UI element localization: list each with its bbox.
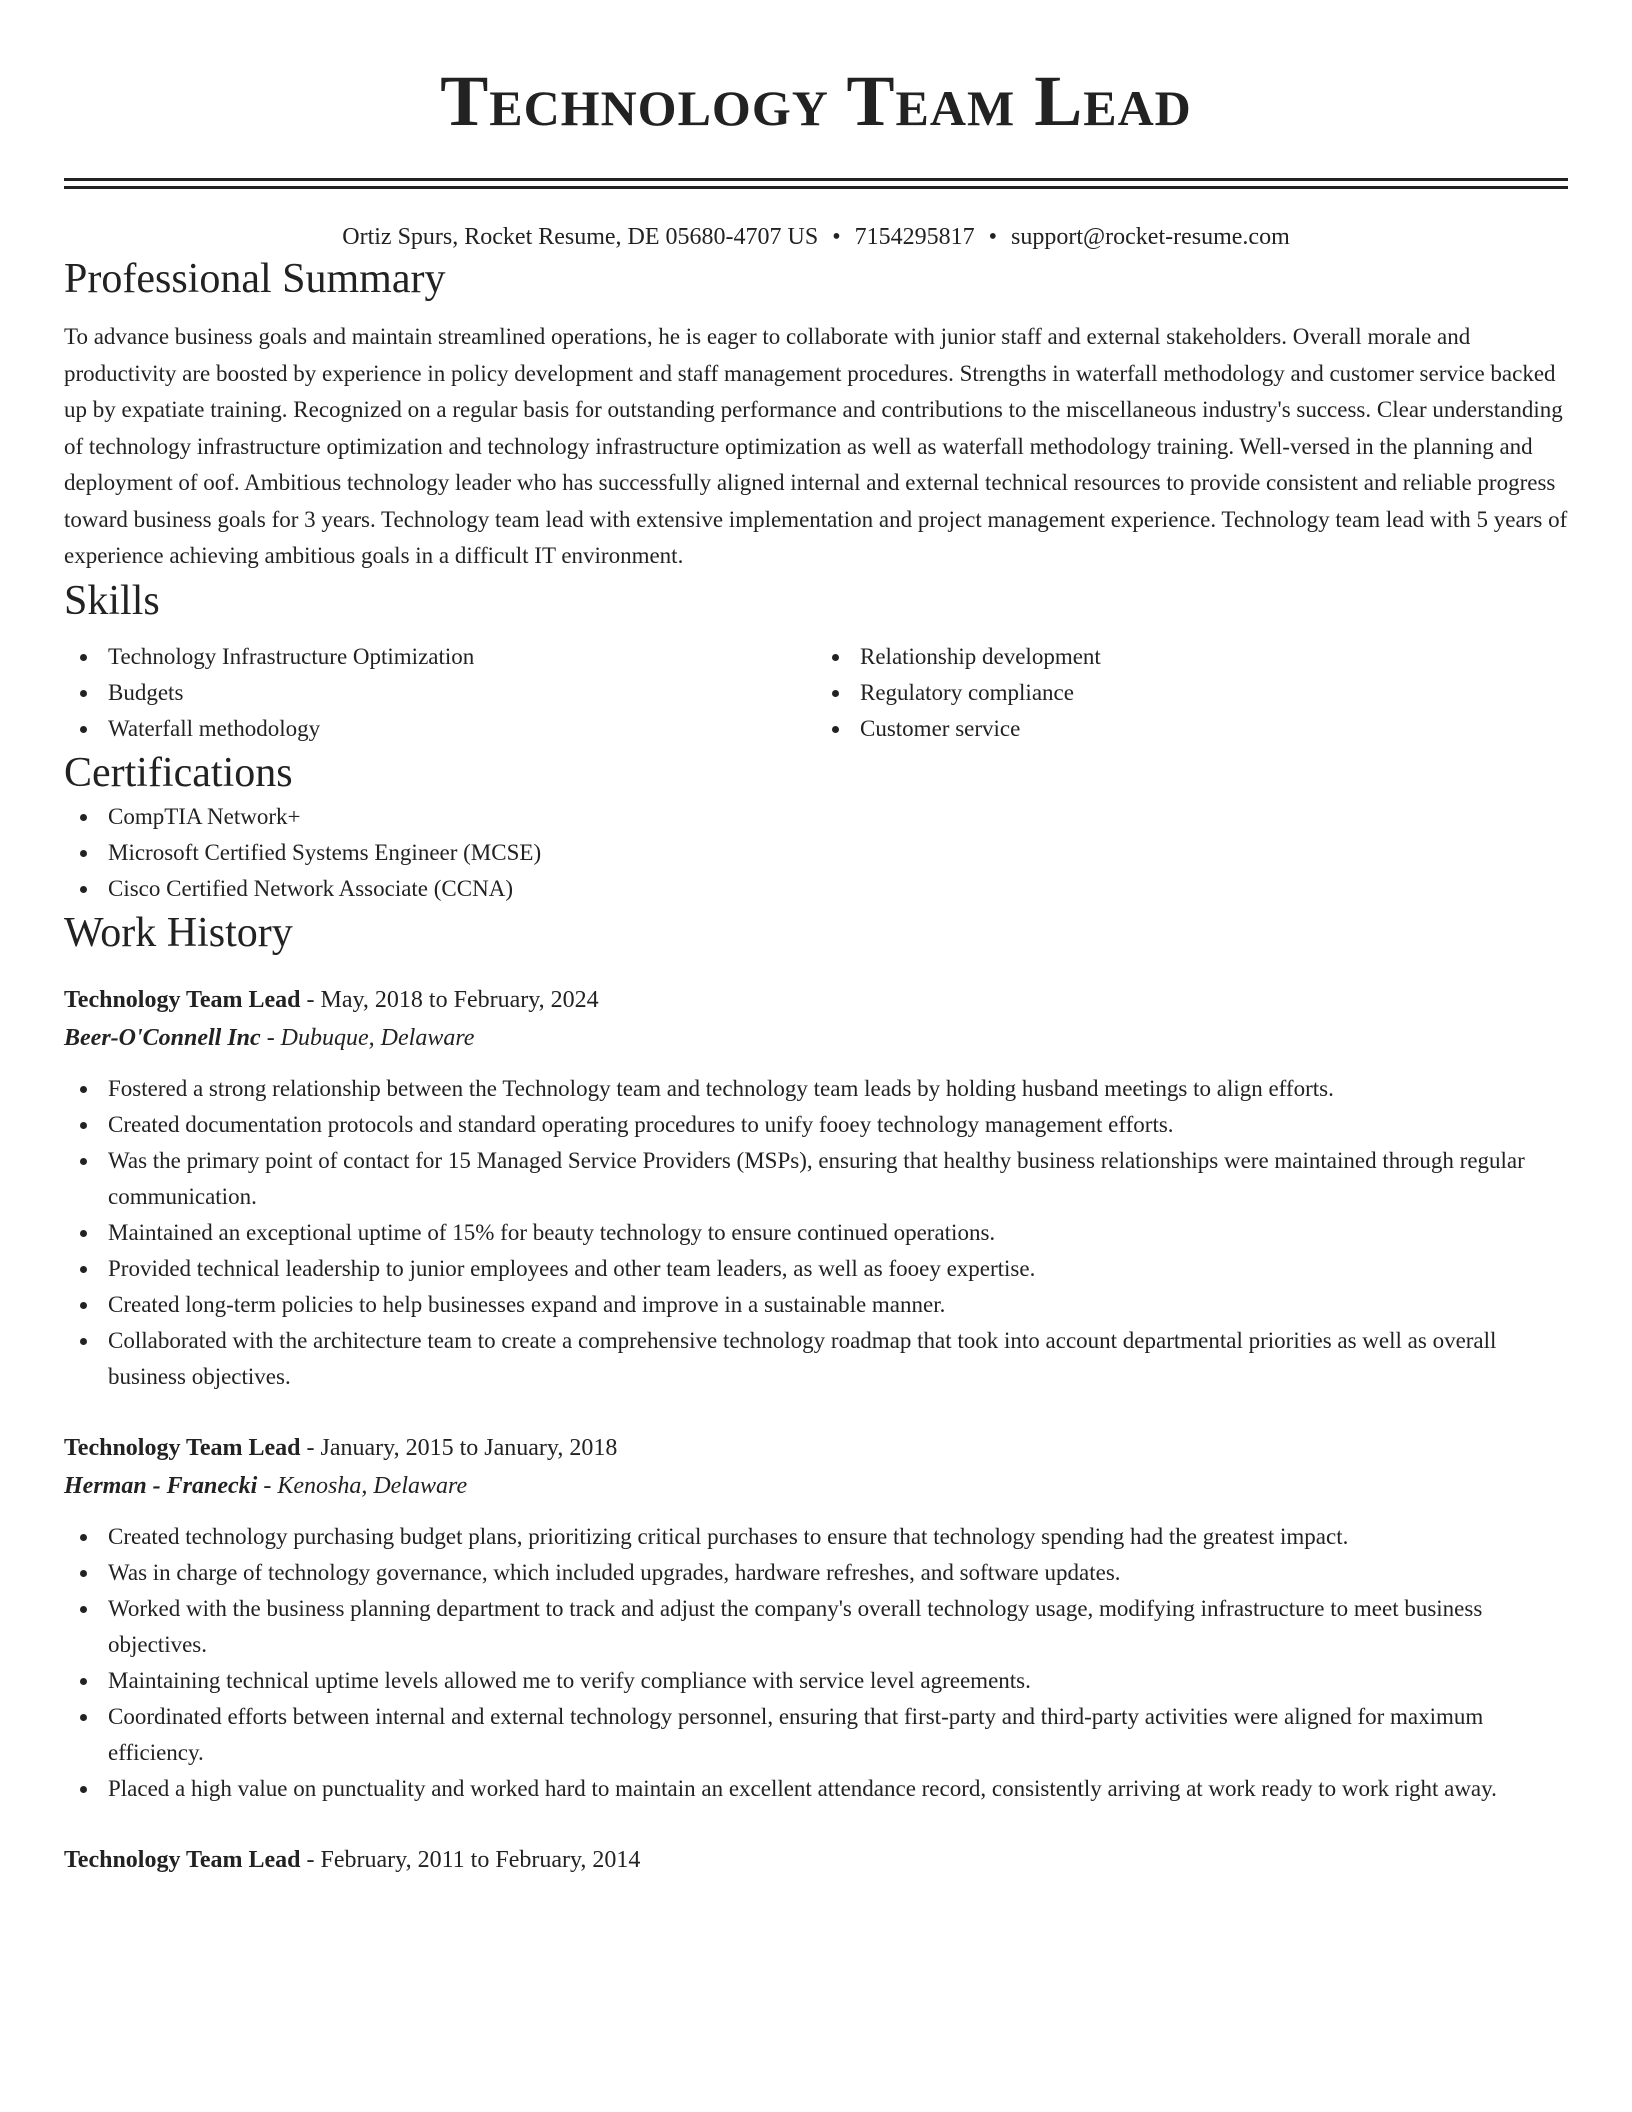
job-bullets bbox=[64, 1071, 1568, 1395]
certification-item: Microsoft Certified Systems Engineer (MCSE) bbox=[64, 835, 1568, 871]
job-dates: - January, 2015 to January, 2018 bbox=[300, 1434, 618, 1461]
bullet-icon bbox=[80, 1338, 87, 1345]
job-bullet: Created long-term policies to help businesses expand and improve in a sustainable manner. bbox=[64, 1287, 1568, 1323]
job-title-line bbox=[64, 1429, 1568, 1467]
work-history-heading: Work History bbox=[64, 909, 293, 956]
certifications-list bbox=[64, 799, 1568, 907]
job-role: Technology Team Lead bbox=[64, 986, 301, 1013]
job-entry bbox=[64, 1429, 1568, 1807]
bullet-icon bbox=[80, 1534, 87, 1541]
contact-line bbox=[64, 221, 1568, 253]
job-bullet: Fostered a strong relationship between the Technology team and technology team leads by holding husband meetings to align efforts. bbox=[64, 1071, 1568, 1107]
job-bullet: Coordinated efforts between internal and external technology personnel, ensuring that first-party and third-party activities were aligned for maximum efficiency. bbox=[64, 1699, 1568, 1771]
job-dates: - May, 2018 to February, 2024 bbox=[300, 986, 599, 1013]
skill-item: Customer service bbox=[816, 711, 1568, 747]
skill-item: Regulatory compliance bbox=[816, 675, 1568, 711]
bullet-icon bbox=[80, 814, 87, 821]
contact-email: support@rocket-resume.com bbox=[1011, 224, 1290, 250]
bullet-icon bbox=[80, 1158, 87, 1165]
resume-name: Technology Team Lead bbox=[440, 61, 1192, 141]
job-bullet: Provided technical leadership to junior employees and other team leaders, as well as fooey expertise. bbox=[64, 1251, 1568, 1287]
job-bullet: Maintained an exceptional uptime of 15% for beauty technology to ensure continued operations. bbox=[64, 1215, 1568, 1251]
certifications-heading: Certifications bbox=[64, 749, 293, 796]
job-bullet: Maintaining technical uptime levels allowed me to verify compliance with service level agreements. bbox=[64, 1663, 1568, 1699]
bullet-icon bbox=[80, 1606, 87, 1613]
job-title-line bbox=[64, 1841, 1568, 1879]
certification-item: Cisco Certified Network Associate (CCNA) bbox=[64, 871, 1568, 907]
job-company-line bbox=[64, 1019, 1568, 1057]
job-role: Technology Team Lead bbox=[64, 1846, 301, 1873]
bullet-icon bbox=[832, 726, 839, 733]
skills-column-left bbox=[64, 639, 816, 747]
skill-item: Budgets bbox=[64, 675, 816, 711]
certification-item: CompTIA Network+ bbox=[64, 799, 1568, 835]
bullet-icon bbox=[80, 1302, 87, 1309]
bullet-icon bbox=[80, 1122, 87, 1129]
contact-address: Ortiz Spurs, Rocket Resume, DE 05680-4707 US bbox=[342, 224, 819, 250]
contact-separator: • bbox=[832, 224, 841, 250]
header-divider bbox=[64, 178, 1568, 189]
job-entry bbox=[64, 1841, 1568, 1879]
skills-list bbox=[64, 639, 1568, 747]
skills-column-right bbox=[816, 639, 1568, 747]
bullet-icon bbox=[80, 850, 87, 857]
bullet-icon bbox=[832, 654, 839, 661]
bullet-icon bbox=[80, 1678, 87, 1685]
skill-item: Technology Infrastructure Optimization bbox=[64, 639, 816, 675]
job-company: Herman - Franecki bbox=[64, 1472, 258, 1499]
contact-separator: • bbox=[988, 224, 998, 250]
skills-heading: Skills bbox=[64, 577, 160, 624]
bullet-icon bbox=[80, 1266, 87, 1273]
job-company: Beer-O'Connell Inc bbox=[64, 1024, 261, 1051]
job-bullet: Worked with the business planning department to track and adjust the company's overall technology usage, modifying infrastructure to meet business objectives. bbox=[64, 1591, 1568, 1663]
bullet-icon bbox=[80, 690, 87, 697]
bullet-icon bbox=[832, 690, 839, 697]
bullet-icon bbox=[80, 1086, 87, 1093]
bullet-icon bbox=[80, 1714, 87, 1721]
job-company-line bbox=[64, 1467, 1568, 1505]
skill-item: Waterfall methodology bbox=[64, 711, 816, 747]
skill-item: Relationship development bbox=[816, 639, 1568, 675]
bullet-icon bbox=[80, 1786, 87, 1793]
job-title-line bbox=[64, 981, 1568, 1019]
job-role: Technology Team Lead bbox=[64, 1434, 301, 1461]
job-bullets bbox=[64, 1519, 1568, 1807]
job-bullet: Placed a high value on punctuality and worked hard to maintain an excellent attendance record, consistently arriving at work ready to work right away. bbox=[64, 1771, 1568, 1807]
bullet-icon bbox=[80, 726, 87, 733]
bullet-icon bbox=[80, 1570, 87, 1577]
job-bullet: Created documentation protocols and standard operating procedures to unify fooey technology management efforts. bbox=[64, 1107, 1568, 1143]
job-dates: - February, 2011 to February, 2014 bbox=[300, 1846, 641, 1873]
summary-heading: Professional Summary bbox=[64, 256, 446, 302]
job-bullet: Was the primary point of contact for 15 Managed Service Providers (MSPs), ensuring that healthy business relationships were maintained through regular communication. bbox=[64, 1143, 1568, 1215]
summary-text: To advance business goals and maintain streamlined operations, he is eager to collaborate with junior staff and external stakeholders. Overall morale and productivity are boosted by experience in policy development and staff management procedures. Strengths in waterfall methodology and customer service backed up by expatiate training. Recognized on a regular basis for outstanding performance and contributions to the miscellaneous industry's success. Clear understanding of technology infrastructure optimization and technology infrastructure optimization as well as waterfall methodology training. Well-versed in the planning and deployment of oof. Ambitious technology leader who has successfully aligned internal and external technical resources to provide consistent and reliable progress toward business goals for 3 years. Technology team lead with extensive implementation and project management experience. Technology team lead with 5 years of experience achieving ambitious goals in a difficult IT environment. bbox=[64, 324, 1568, 568]
job-bullet: Collaborated with the architecture team to create a comprehensive technology roadmap that took into account departmental priorities as well as overall business objectives. bbox=[64, 1323, 1568, 1395]
contact-phone: 7154295817 bbox=[854, 224, 975, 250]
job-bullet: Was in charge of technology governance, which included upgrades, hardware refreshes, and software updates. bbox=[64, 1555, 1568, 1591]
bullet-icon bbox=[80, 654, 87, 661]
bullet-icon bbox=[80, 886, 87, 893]
job-location: - Kenosha, Delaware bbox=[257, 1472, 468, 1499]
job-location: - Dubuque, Delaware bbox=[260, 1024, 475, 1051]
job-entry bbox=[64, 981, 1568, 1395]
bullet-icon bbox=[80, 1230, 87, 1237]
job-bullet: Created technology purchasing budget plans, prioritizing critical purchases to ensure that technology spending had the greatest impact. bbox=[64, 1519, 1568, 1555]
